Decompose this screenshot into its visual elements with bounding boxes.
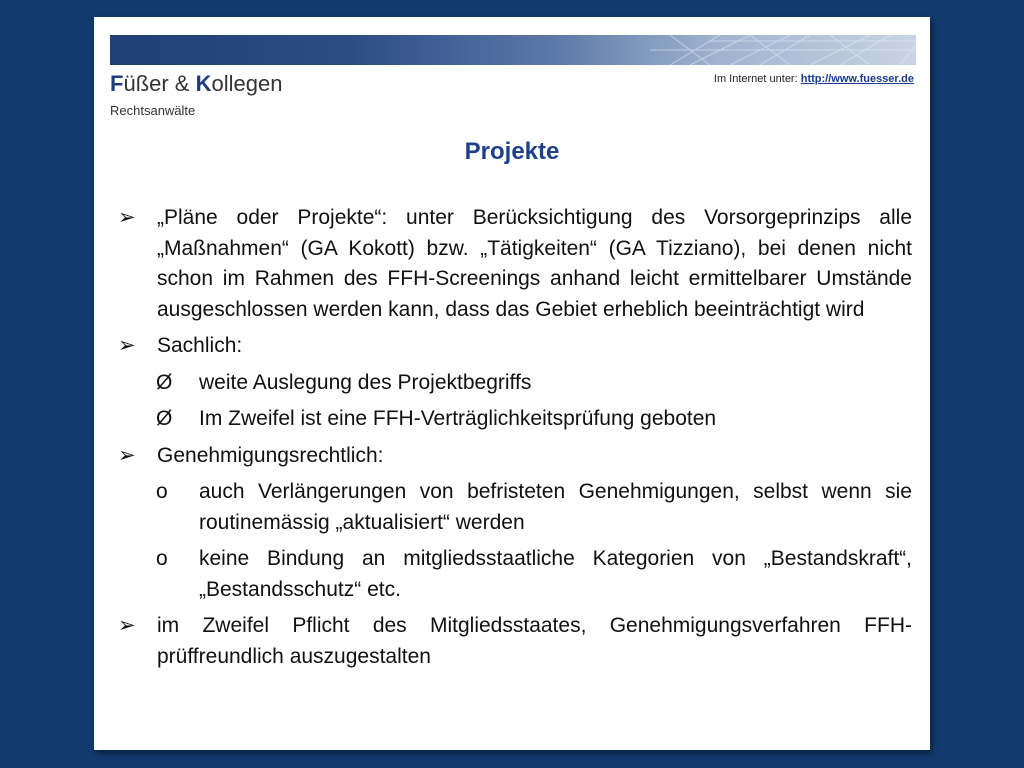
bullet-item xyxy=(112,441,912,472)
logo-name: Füßer & Kollegen xyxy=(110,71,283,96)
website-note xyxy=(714,73,914,85)
company-logo xyxy=(110,71,282,118)
bullet-text: Genehmigungsrechtlich: xyxy=(157,443,384,467)
bullet-list xyxy=(112,203,912,678)
slashed-o-bullet-icon: Ø xyxy=(156,407,173,430)
slashed-o-bullet-icon: Ø xyxy=(156,370,173,394)
sub-bullet-text: auch Verlängerungen von befristeten Genehmigungen, selbst wenn sie routinemässig „aktualisiert“ werden xyxy=(199,480,912,534)
website-prefix: Im Internet unter: xyxy=(713,73,801,85)
slide xyxy=(94,17,930,750)
tower-graphic xyxy=(110,35,916,65)
bullet-item xyxy=(112,203,912,325)
logo-subtitle: Rechtsanwälte xyxy=(110,103,196,118)
bullet-item xyxy=(112,611,912,672)
sub-bullet-text: weite Auslegung des Projektbegriffs xyxy=(199,370,532,394)
bullet-text: im Zweifel Pflicht des Mitgliedsstaates, Genehmigungsverfahren FFH-prüffreundlich auszugestalten xyxy=(157,614,912,668)
sub-bullet-item xyxy=(112,477,912,538)
circle-bullet-icon: o xyxy=(156,547,168,570)
arrow-bullet-icon: ➢ xyxy=(118,614,136,637)
slide-title: Projekte xyxy=(464,138,560,165)
arrow-bullet-icon: ➢ xyxy=(118,206,136,229)
circle-bullet-icon: o xyxy=(156,480,168,503)
sub-bullet-item xyxy=(112,404,912,435)
sub-bullet-text: Im Zweifel ist eine FFH-Verträglichkeitsprüfung geboten xyxy=(199,407,717,430)
sub-bullet-item xyxy=(112,368,912,399)
sub-bullet-item xyxy=(112,544,912,605)
bullet-item xyxy=(112,331,912,362)
bullet-text: Sachlich: xyxy=(157,334,243,357)
bullet-text: „Pläne oder Projekte“: unter Berücksichtigung des Vorsorgeprinzips alle „Maßnahmen“ (GA Kokott) bzw. „Tätigkeiten“ (GA Tizziano), bei denen nicht schon im Rahmen des FFH-Screenings anhand leicht ermittelbarer Umstände ausgeschlossen werden kann, dass das Gebiet erheblich beeinträchtigt wird xyxy=(157,206,912,321)
header-banner xyxy=(110,35,916,65)
arrow-bullet-icon: ➢ xyxy=(118,443,136,467)
arrow-bullet-icon: ➢ xyxy=(118,334,136,357)
sub-bullet-text: keine Bindung an mitgliedsstaatliche Kategorien von „Bestandskraft“, „Bestandsschutz“ etc. xyxy=(199,547,912,601)
website-link[interactable]: http://www.fuesser.de xyxy=(800,73,914,85)
